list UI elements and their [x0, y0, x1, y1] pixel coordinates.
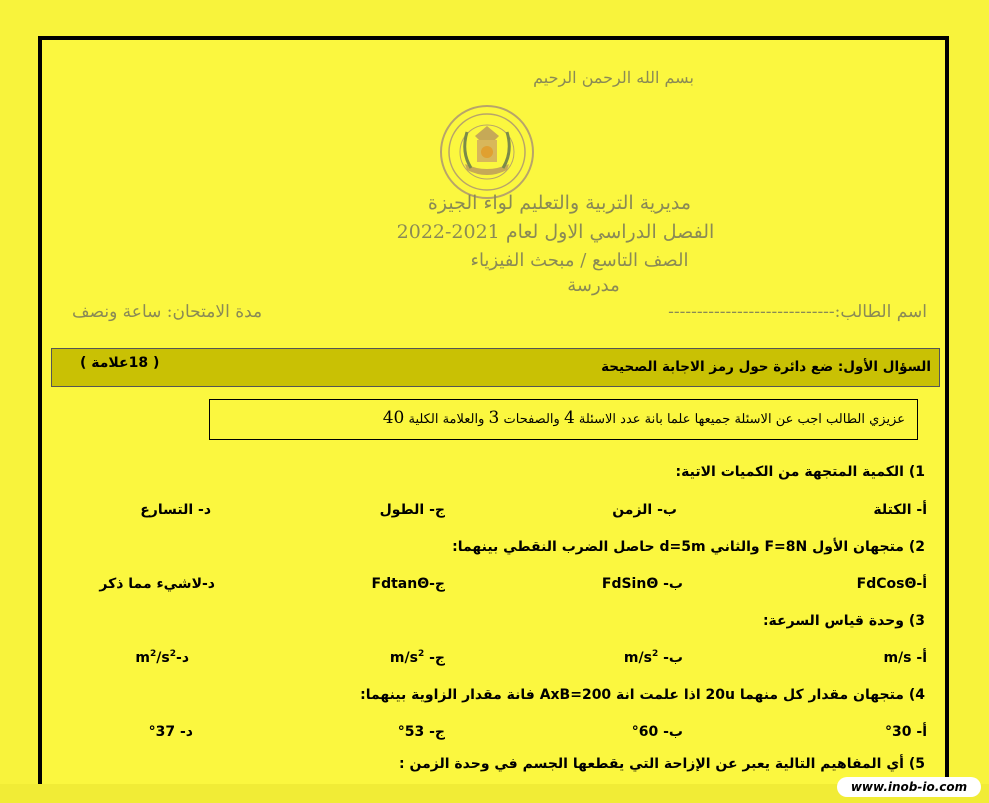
q3-option-d-exp2: 2 [169, 649, 176, 659]
q1-option-c: ج- الطول [379, 502, 445, 518]
semester-line: الفصل الدراسي الاول لعام 2021-2022 [396, 221, 715, 243]
question1-marks: ( 18علامة ) [80, 355, 160, 371]
q4-option-a: أ- 30° [885, 724, 927, 740]
q3-option-d-exp1: 2 [150, 649, 157, 659]
q4-option-c: ج- 53° [397, 724, 445, 740]
school-line: مدرسة [567, 275, 620, 296]
q1-option-d: د- التسارع [140, 502, 211, 518]
q4-option-b: ب- 60° [631, 724, 683, 740]
q3-option-c-label: ج- m/s [389, 650, 445, 666]
q3-option-b [624, 650, 683, 666]
q1-option-a: أ- الكتلة [873, 502, 927, 518]
q1-option-b: ب- الزمن [612, 502, 677, 518]
instructions-num-questions: 4 [563, 408, 575, 428]
basmala: بسم الله الرحمن الرحيم [533, 68, 694, 87]
exam-duration: مدة الامتحان: ساعة ونصف [72, 302, 263, 322]
instructions-part3: والعلامة الكلية [408, 412, 485, 427]
q3-option-b-label: ب- m/s [623, 650, 683, 666]
ministry-emblem-icon [437, 102, 537, 202]
question1-header [51, 348, 940, 387]
q3-option-c-exponent: 2 [417, 649, 425, 659]
instructions-box [209, 399, 918, 440]
q3-option-d-prefix: -د [176, 650, 189, 666]
directorate-title: مديرية التربية والتعليم لواء الجيزة [427, 192, 692, 214]
question-2-text: 2) متجهان الأول F=8N والثاني d=5m حاصل الضرب النقطي بينهما: [452, 539, 925, 555]
instructions-part1: عزيزي الطالب اجب عن الاسئلة جميعها علما بانة عدد الاسئلة [578, 412, 905, 427]
q3-option-d-mid: /s [156, 650, 170, 666]
q3-option-b-exponent: 2 [651, 649, 659, 659]
grade-subject-line: الصف التاسع / مبحث الفيزياء [470, 250, 689, 271]
instructions-num-pages: 3 [488, 408, 500, 428]
q2-option-b: ب- FdSinΘ [601, 576, 683, 592]
instructions-part2: والصفحات [503, 412, 560, 427]
site-watermark[interactable]: www.inob-io.com [837, 777, 981, 797]
question-4-text: 4) متجهان مقدار كل منهما 20u اذا علمت انة AxB=200 فانة مقدار الزاوية بينهما: [360, 687, 925, 703]
q4-option-d: د- 37° [148, 724, 193, 740]
student-name-field: اسم الطالب:----------------------------- [668, 302, 927, 322]
q3-option-a: أ- m/s [883, 650, 927, 666]
question-3-text: 3) وحدة قياس السرعة: [762, 613, 925, 629]
instructions-total-mark: 40 [382, 408, 405, 428]
question1-title: السؤال الأول: ضع دائرة حول رمز الاجابة الصحيحة [601, 359, 931, 375]
q2-option-c: ج-FdtanΘ [371, 576, 445, 592]
q2-option-d: د-لاشيء مما ذكر [99, 576, 215, 592]
q3-option-d-unit: $m^2/s^2$ [135, 649, 176, 666]
question-5-text: 5) أي المفاهيم التالية يعبر عن الإزاحة التي يقطعها الجسم في وحدة الزمن : [399, 756, 925, 772]
q3-option-d [135, 650, 189, 666]
exam-page [38, 36, 949, 796]
question-1-text: 1) الكمية المتجهة من الكميات الاتية: [675, 464, 925, 480]
q2-option-a: أ-FdCosΘ [856, 576, 927, 592]
q3-option-c [390, 650, 445, 666]
